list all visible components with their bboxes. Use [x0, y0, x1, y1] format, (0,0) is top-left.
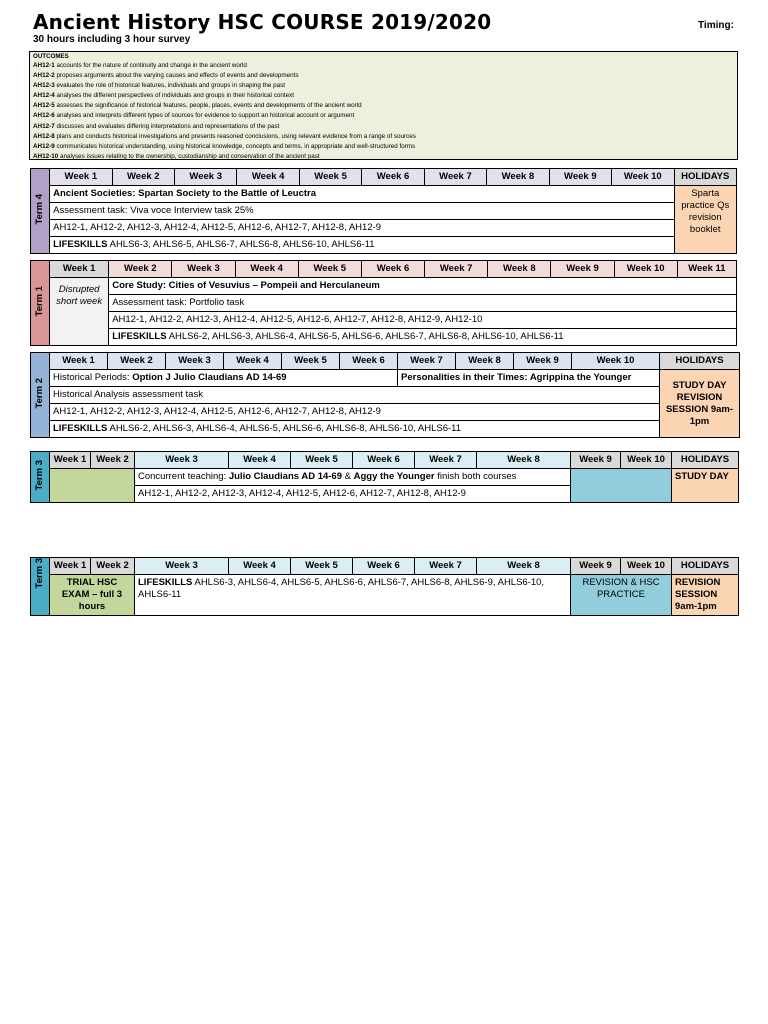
- term2-lifeskills: LIFESKILLS AHLS6-2, AHLS6-3, AHLS6-4, AHLS6-5, AHLS6-6, AHLS6-8, AHLS6-10, AHLS6-11: [50, 421, 660, 438]
- term4-week-header: Week 10: [612, 169, 674, 186]
- outcome-item: AH12-9 communicates historical understanding, using historical knowledge, concepts and terms, in appropriate and well-structured forms: [33, 142, 416, 150]
- term1-week-header: Week 10: [614, 261, 677, 278]
- term2-holidays-header: HOLIDAYS: [660, 353, 740, 370]
- term4-holidays-header: HOLIDAYS: [674, 169, 737, 186]
- term2-holiday-note: STUDY DAY REVISION SESSION 9am-1pm: [660, 370, 740, 438]
- term4-week-header: Week 3: [175, 169, 237, 186]
- term2-week-header: Week 5: [282, 353, 340, 370]
- outcome-item: AH12-3 evaluates the role of historical features, individuals and groups in shaping the past: [33, 82, 286, 90]
- term1-table: [30, 260, 737, 346]
- term3a-label: Term 3: [31, 452, 50, 503]
- term2-outcomes: AH12-1, AH12-2, AH12-3, AH12-4, AH12-5, AH12-6, AH12-7, AH12-8, AH12-9: [50, 404, 660, 421]
- term3a-week-header: Week 4: [229, 452, 291, 469]
- term4-week-header: Week 6: [362, 169, 424, 186]
- outcome-item: AH12-6 analyses and interprets different types of sources for evidence to support an historical account or argument: [33, 112, 355, 120]
- outcome-item: AH12-1 accounts for the nature of continuity and change in the ancient world: [33, 62, 247, 69]
- term3a-week-header: Week 8: [477, 452, 571, 469]
- outcome-item: AH12-2 proposes arguments about the varying causes and effects of events and developments: [33, 72, 299, 80]
- term3a-green-block: [50, 469, 135, 503]
- term4-table: [30, 168, 737, 254]
- term3a-week-header: Week 6: [353, 452, 415, 469]
- term2-week-header: Week 10: [572, 353, 660, 370]
- term2-week-header: Week 1: [50, 353, 108, 370]
- term3b-revision: REVISION & HSC PRACTICE: [571, 575, 672, 616]
- term3a-week-header: Week 10: [621, 452, 672, 469]
- term2-week-header: Week 9: [514, 353, 572, 370]
- term3a-concurrent: Concurrent teaching: Julio Claudians AD 14-69 & Aggy the Younger finish both courses: [135, 469, 571, 486]
- term2-week-header: Week 8: [456, 353, 514, 370]
- term3b-holiday-note: REVISION SESSION 9am-1pm: [672, 575, 739, 616]
- term1-week-header: Week 4: [235, 261, 298, 278]
- term3a-week-header: Week 9: [571, 452, 621, 469]
- term3b-week-header: Week 4: [229, 558, 291, 575]
- term1-week-header: Week 7: [425, 261, 488, 278]
- term3a-outcomes: AH12-1, AH12-2, AH12-3, AH12-4, AH12-5, AH12-6, AH12-7, AH12-8, AH12-9: [135, 486, 571, 503]
- term1-week-header: Week 3: [172, 261, 235, 278]
- term3b-holidays-header: HOLIDAYS: [672, 558, 739, 575]
- term2-week-header: Week 2: [108, 353, 166, 370]
- term2-week-header: Week 4: [224, 353, 282, 370]
- term3b-week-header: Week 7: [415, 558, 477, 575]
- term3a-week-header: Week 2: [91, 452, 135, 469]
- outcome-item: AH12-10 analyses issues relating to the ownership, custodianship and conservation of the ancient past: [33, 152, 320, 160]
- term1-week-header: Week 8: [488, 261, 551, 278]
- term3b-week-header: Week 2: [91, 558, 135, 575]
- term1-label: Term 1: [31, 261, 50, 346]
- term2-table: [30, 352, 740, 438]
- term4-week-header: Week 1: [50, 169, 112, 186]
- term2-topic-personality: Personalities in their Times: Agrippina the Younger: [398, 370, 660, 387]
- term2-week-header: Week 3: [166, 353, 224, 370]
- timing-label: Timing:: [698, 20, 734, 31]
- page-subtitle: 30 hours including 3 hour survey: [33, 34, 191, 45]
- term1-week-header: Week 2: [109, 261, 172, 278]
- term1-week-header: Week 1: [50, 261, 109, 278]
- page-title: Ancient History HSC COURSE 2019/2020: [33, 10, 492, 34]
- term3b-week-header: Week 10: [621, 558, 672, 575]
- term2-label: Term 2: [31, 353, 50, 438]
- term1-week-header: Week 5: [298, 261, 361, 278]
- term2-topic: Historical Periods: Option J Julio Claudians AD 14-69: [50, 370, 398, 387]
- term2-week-header: Week 7: [398, 353, 456, 370]
- term3b-week-header: Week 6: [353, 558, 415, 575]
- outcomes-title: OUTCOMES: [33, 53, 69, 60]
- term4-week-header: Week 5: [299, 169, 361, 186]
- outcome-item: AH12-5 assesses the significance of historical features, people, places, events and developments of the ancient world: [33, 102, 362, 110]
- term3b-table: [30, 557, 739, 616]
- term4-holiday-note: Sparta practice Qs revision booklet: [674, 186, 737, 254]
- term4-topic: Ancient Societies: Spartan Society to the Battle of Leuctra: [50, 186, 674, 203]
- term3a-holiday-note: STUDY DAY: [672, 469, 739, 503]
- term3a-table: [30, 451, 739, 503]
- term3a-week-header: Week 1: [50, 452, 91, 469]
- term3b-week-header: Week 5: [291, 558, 353, 575]
- term3a-holidays-header: HOLIDAYS: [672, 452, 739, 469]
- term3b-trial-exam: TRIAL HSC EXAM – full 3 hours: [50, 575, 135, 616]
- outcomes-list: [33, 61, 734, 162]
- term3b-week-header: Week 1: [50, 558, 91, 575]
- outcomes-box: [29, 51, 738, 160]
- term3a-week-header: Week 3: [135, 452, 229, 469]
- term4-lifeskills: LIFESKILLS AHLS6-3, AHLS6-5, AHLS6-7, AHLS6-8, AHLS6-10, AHLS6-11: [50, 237, 674, 254]
- term4-week-header: Week 7: [424, 169, 486, 186]
- term4-outcomes: AH12-1, AH12-2, AH12-3, AH12-4, AH12-5, AH12-6, AH12-7, AH12-8, AH12-9: [50, 220, 674, 237]
- term4-week-header: Week 4: [237, 169, 299, 186]
- term2-assessment: Historical Analysis assessment task: [50, 387, 660, 404]
- term1-week-header: Week 11: [677, 261, 736, 278]
- term1-topic: Core Study: Cities of Vesuvius – Pompeii and Herculaneum: [109, 278, 737, 295]
- term1-lifeskills: LIFESKILLS AHLS6-2, AHLS6-3, AHLS6-4, AHLS6-5, AHLS6-6, AHLS6-7, AHLS6-8, AHLS6-10, AHLS6-11: [109, 329, 737, 346]
- term4-week-header: Week 8: [487, 169, 549, 186]
- term4-week-header: Week 9: [549, 169, 611, 186]
- term4-week-header: Week 2: [112, 169, 174, 186]
- term1-assessment: Assessment task: Portfolio task: [109, 295, 737, 312]
- term4-assessment: Assessment task: Viva voce Interview task 25%: [50, 203, 674, 220]
- term2-week-header: Week 6: [340, 353, 398, 370]
- term1-outcomes: AH12-1, AH12-2, AH12-3, AH12-4, AH12-5, AH12-6, AH12-7, AH12-8, AH12-9, AH12-10: [109, 312, 737, 329]
- term1-week-header: Week 6: [361, 261, 424, 278]
- term3b-label: Term 3: [31, 558, 50, 616]
- term1-week-header: Week 9: [551, 261, 614, 278]
- outcome-item: AH12-7 discusses and evaluates differing interpretations and representations of the past: [33, 122, 280, 130]
- term3a-week-header: Week 7: [415, 452, 477, 469]
- term1-disrupted-note: Disrupted short week: [50, 278, 109, 346]
- term3a-teal-block: [571, 469, 672, 503]
- term3b-lifeskills: LIFESKILLS AHLS6-3, AHLS6-4, AHLS6-5, AHLS6-6, AHLS6-7, AHLS6-8, AHLS6-9, AHLS6-10, AHLS6-11: [135, 575, 571, 616]
- term3b-week-header: Week 3: [135, 558, 229, 575]
- term3b-week-header: Week 9: [571, 558, 621, 575]
- term3b-week-header: Week 8: [477, 558, 571, 575]
- outcome-item: AH12-8 plans and conducts historical investigations and presents reasoned conclusions, using relevant evidence from a range of sources: [33, 132, 416, 140]
- outcome-item: AH12-4 analyses the different perspectives of individuals and groups in their historical context: [33, 92, 295, 100]
- term4-label: Term 4: [31, 169, 50, 254]
- term3a-week-header: Week 5: [291, 452, 353, 469]
